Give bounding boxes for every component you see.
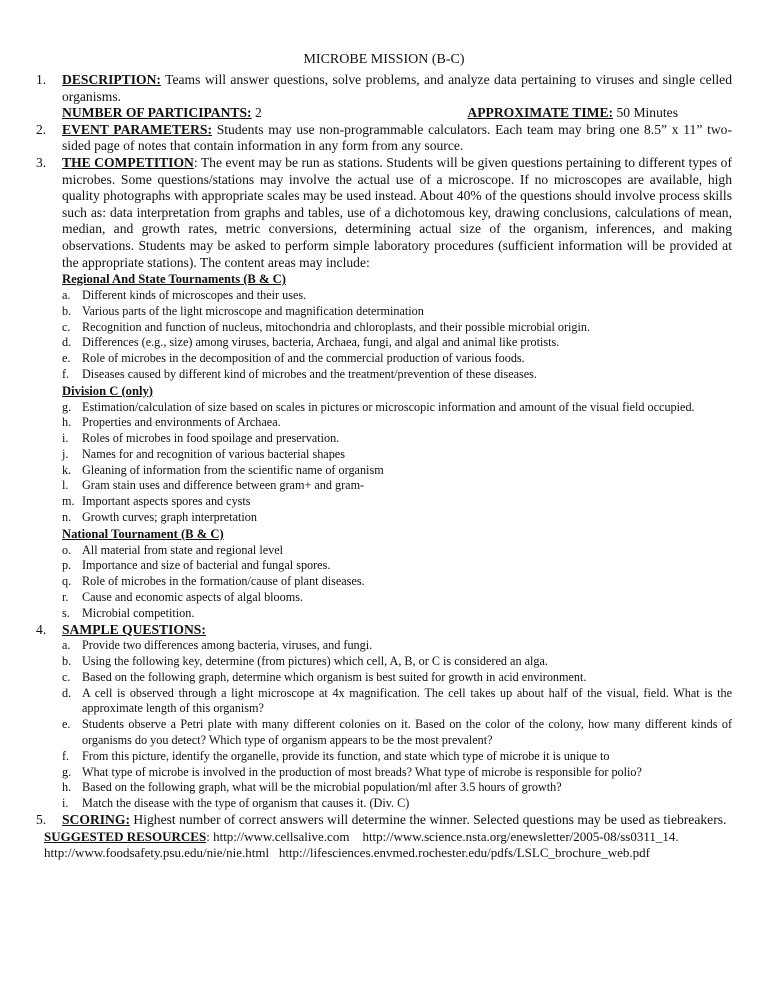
list-item-text: All material from state and regional level <box>82 542 284 557</box>
list-national <box>36 543 732 622</box>
list-item-letter: m. <box>62 494 75 509</box>
list-item <box>62 320 732 336</box>
section-text: Teams will answer questions, solve problems, and analyze data pertaining to viruses and single celled organisms. <box>62 72 732 104</box>
section-parameters <box>36 122 732 155</box>
subheading-national: National Tournament (B & C) <box>62 526 224 541</box>
list-item <box>62 335 732 351</box>
list-item-text: Microbial competition. <box>82 605 195 620</box>
list-item <box>62 686 732 718</box>
list-division-c <box>36 400 732 526</box>
participants-value: 2 <box>251 105 262 121</box>
list-item <box>62 415 732 431</box>
section-text: : The event may be run as stations. Students will be given questions pertaining to different types of microbes. Some questions/stations may involve the actual use of a microscope. If no microscopes are available, high quality photographs with appropriate scales may be used instead. About 40% of the questions should involve process skills such as: data interpretation from graphs and tables, use of a dichotomous key, drawing conclusions, calculations of mean, median, and growth rates, metric conversions, determining actual size of the organism, inferences, and making observations. Students may be asked to perform simple laboratory procedures (sufficient information will be provided at the appropriate stations). The content areas may include: <box>62 154 732 270</box>
list-item <box>62 606 732 622</box>
list-item-letter: c. <box>62 319 71 334</box>
list-item-letter: h. <box>62 415 72 430</box>
list-item-letter: k. <box>62 462 72 477</box>
list-item-text: From this picture, identify the organelle, provide its function, and state which type of microbe it is unique to <box>82 748 610 763</box>
list-item <box>62 654 732 670</box>
list-item-text: Gleaning of information from the scientific name of organism <box>82 462 384 477</box>
list-item-text: Based on the following graph, determine which organism is best suited for growth in acid environment. <box>82 669 587 684</box>
list-item-text: What type of microbe is involved in the production of most breads? What type of microbe is responsible for polio? <box>82 764 642 779</box>
list-item <box>62 367 732 383</box>
list-item-letter: p. <box>62 558 72 573</box>
list-item-letter: a. <box>62 287 71 302</box>
participants-row <box>36 105 732 122</box>
list-item-text: Role of microbes in the formation/cause of plant diseases. <box>82 574 365 589</box>
list-item <box>62 447 732 463</box>
subheading-regional: Regional And State Tournaments (B & C) <box>62 272 286 287</box>
list-item-letter: b. <box>62 654 72 669</box>
participants-label: NUMBER OF PARTICIPANTS: <box>62 105 252 121</box>
list-item-text: Roles of microbes in food spoilage and preservation. <box>82 431 340 446</box>
page-title: MICROBE MISSION (B-C) <box>303 52 465 67</box>
section-scoring <box>36 812 732 829</box>
list-item-text: Differences (e.g., size) among viruses, bacteria, Archaea, fungi, and algal and animal like protists. <box>82 335 560 350</box>
list-item-letter: d. <box>62 335 72 350</box>
list-item-letter: l. <box>62 478 69 493</box>
list-item <box>62 304 732 320</box>
section-number: 4. <box>36 621 47 637</box>
list-item-text: Match the disease with the type of organism that causes it. (Div. C) <box>82 796 410 811</box>
list-item <box>62 543 732 559</box>
list-item-letter: b. <box>62 303 72 318</box>
list-item-letter: i. <box>62 431 69 446</box>
list-item <box>62 638 732 654</box>
list-item-text: Students observe a Petri plate with many different colonies on it. Based on the color of the colony, how many different kinds of organisms do you detect? Which type of organism appears to be the most prevalent? <box>82 717 732 748</box>
list-item <box>62 494 732 510</box>
list-item-text: Properties and environments of Archaea. <box>82 415 281 430</box>
list-item <box>62 717 732 749</box>
list-item-letter: o. <box>62 542 72 557</box>
list-samples <box>36 638 732 812</box>
list-item <box>62 400 732 416</box>
time-label: APPROXIMATE TIME: <box>467 105 614 121</box>
list-item-letter: f. <box>62 366 70 381</box>
section-number: 1. <box>36 72 47 87</box>
section-competition <box>36 155 732 271</box>
list-item <box>62 478 732 494</box>
list-item-text: Cause and economic aspects of algal blooms. <box>82 590 304 605</box>
list-item-letter: s. <box>62 605 70 620</box>
resource-link[interactable]: http://lifesciences.envmed.rochester.edu/pdfs/LSLC_brochure_web.pdf <box>278 845 650 861</box>
list-item-text: Different kinds of microscopes and their uses. <box>82 287 307 302</box>
list-item-text: Various parts of the light microscope and magnification determination <box>82 303 424 318</box>
section-heading: EVENT PARAMETERS: <box>62 121 212 137</box>
list-item <box>62 749 732 765</box>
list-item-letter: d. <box>62 685 72 700</box>
list-item <box>62 463 732 479</box>
list-item-text: Diseases caused by different kind of microbes and the treatment/prevention of these diseases. <box>82 366 537 381</box>
list-item-text: Names for and recognition of various bacterial shapes <box>82 446 345 461</box>
list-item-letter: h. <box>62 780 72 795</box>
section-heading: DESCRIPTION: <box>62 72 161 87</box>
resources-heading: SUGGESTED RESOURCES <box>44 828 207 844</box>
list-item-letter: a. <box>62 638 71 653</box>
list-item-text: Using the following key, determine (from pictures) which cell, A, B, or C is considered an alga. <box>82 654 548 669</box>
list-item <box>62 590 732 606</box>
list-item-letter: j. <box>62 446 69 461</box>
section-heading: SAMPLE QUESTIONS: <box>62 621 206 637</box>
list-item-letter: q. <box>62 574 72 589</box>
subheading-division-c: Division C (only) <box>62 383 153 398</box>
list-item <box>62 558 732 574</box>
list-item <box>62 780 732 796</box>
list-item-text: Provide two differences among bacteria, viruses, and fungi. <box>82 638 373 653</box>
list-item-text: Recognition and function of nucleus, mitochondria and chloroplasts, and their possible microbial origin. <box>82 319 591 334</box>
section-description <box>36 72 732 105</box>
list-item-letter: n. <box>62 510 72 525</box>
section-number: 3. <box>36 154 47 170</box>
list-item-text: Role of microbes in the decomposition of and the commercial production of various foods. <box>82 351 525 366</box>
section-heading: THE COMPETITION <box>62 154 194 170</box>
list-item-text: Gram stain uses and difference between gram+ and gram- <box>82 478 365 493</box>
resource-link[interactable]: http://www.cellsalive.com <box>213 828 350 844</box>
list-item-letter: g. <box>62 764 72 779</box>
list-item-letter: e. <box>62 351 71 366</box>
list-item <box>62 670 732 686</box>
list-item-text: Importance and size of bacterial and fungal spores. <box>82 558 331 573</box>
list-item-text: A cell is observed through a light microscope at 4x magnification. The cell takes up about half of the visual, field. What is the approximate length of this organism? <box>82 685 732 716</box>
list-item-letter: c. <box>62 669 71 684</box>
list-item <box>62 510 732 526</box>
list-regional <box>36 288 732 383</box>
list-item-letter: i. <box>62 796 69 811</box>
list-item-text: Growth curves; graph interpretation <box>82 510 257 525</box>
list-item-letter: g. <box>62 399 72 414</box>
resource-link[interactable]: http://www.science.nsta.org/enewsletter/2005-08/ss0311_14. <box>362 828 679 844</box>
list-item-letter: f. <box>62 748 70 763</box>
section-number: 5. <box>36 812 47 828</box>
section-samples <box>36 622 732 639</box>
list-item-text: Based on the following graph, what will be the microbial population/ml after 3.5 hours of growth? <box>82 780 562 795</box>
section-text: Highest number of correct answers will determine the winner. Selected questions may be used as tiebreakers. <box>129 812 727 828</box>
time-value: 50 Minutes <box>613 105 678 121</box>
section-number: 2. <box>36 121 47 137</box>
list-item <box>62 796 732 812</box>
list-item <box>62 574 732 590</box>
list-item-text: Important aspects spores and cysts <box>82 494 251 509</box>
list-item-text: Estimation/calculation of size based on scales in pictures or microscopic information and amount of the visual field occupied. <box>82 399 695 414</box>
resources: SUGGESTED RESOURCES: http://www.cellsalive.com http://www.science.nsta.org/enewsletter/2005-08/ss0311_14. http://www.foodsafety.psu.edu/nie/nie.html http://lifesciences.envmed.rochester.edu/pdfs/LSLC_brochure_web.pdf <box>44 828 679 861</box>
section-heading: SCORING: <box>62 812 130 828</box>
list-item <box>62 431 732 447</box>
section-text: Students may use non-programmable calculators. Each team may bring one 8.5” x 11” two-sided page of notes that contain information in any form from any source. <box>62 121 733 154</box>
list-item <box>62 351 732 367</box>
resource-link[interactable]: http://www.foodsafety.psu.edu/nie/nie.html <box>44 845 270 861</box>
list-item-letter: e. <box>62 717 71 732</box>
list-item-letter: r. <box>62 590 69 605</box>
list-item <box>62 288 732 304</box>
list-item <box>62 765 732 781</box>
